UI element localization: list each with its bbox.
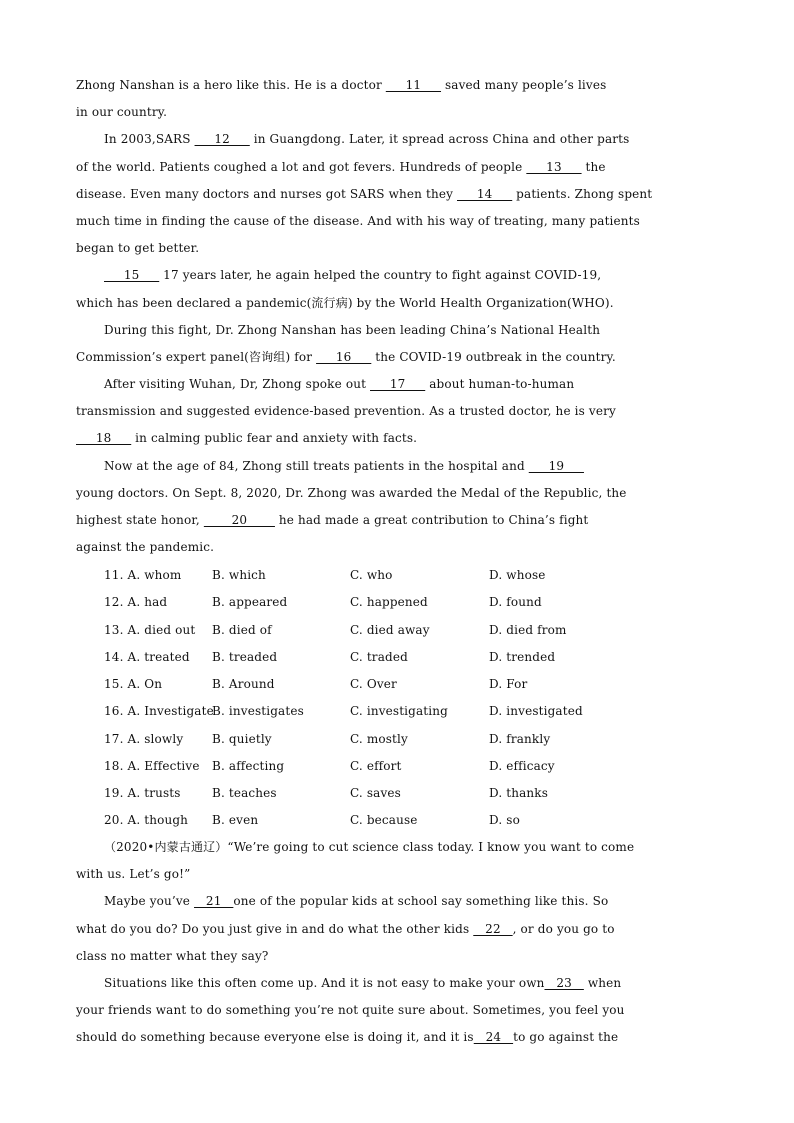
text-line — [76, 344, 716, 371]
text-line — [76, 398, 716, 425]
option-c: C. effort — [350, 758, 402, 773]
text-line — [76, 425, 716, 452]
text-line — [76, 507, 716, 534]
option-d: D. so — [489, 813, 520, 828]
answer-blank: 22 — [473, 921, 513, 936]
text-line — [76, 970, 716, 997]
text-line — [76, 916, 716, 943]
text-segment: he had made a great contribution to China’s fight — [274, 513, 589, 527]
option-c: C. mostly — [350, 731, 408, 746]
option-b: B. appeared — [212, 595, 288, 610]
text-line — [76, 480, 716, 507]
question-row — [104, 671, 724, 698]
text-line — [76, 371, 716, 398]
option-c: C. died away — [350, 622, 430, 637]
text-line — [76, 834, 716, 861]
option-a: 19. A. trusts — [104, 786, 181, 800]
option-c: C. because — [350, 813, 418, 828]
option-c: C. happened — [350, 595, 428, 610]
text-segment: the COVID-19 outbreak in the country. — [371, 349, 616, 364]
question-row — [104, 589, 724, 616]
answer-blank: 15 — [104, 268, 160, 283]
option-c: C. traded — [350, 649, 408, 664]
answer-blank: 12 — [194, 132, 250, 147]
answer-blank: 16 — [316, 349, 372, 364]
text-segment: Commission’s expert panel(咨询组) for — [76, 349, 317, 364]
text-segment: , or do you go to — [512, 921, 615, 936]
text-segment: in Guangdong. Later, it spread across China and other parts — [249, 132, 630, 147]
text-line — [76, 997, 716, 1024]
option-b: B. treaded — [212, 649, 278, 664]
text-line — [76, 99, 716, 126]
text-segment: Zhong Nanshan is a hero like this. He is a doctor — [76, 78, 386, 92]
option-b: B. Around — [212, 677, 275, 691]
answer-blank: 17 — [370, 377, 426, 392]
text-line — [76, 453, 716, 480]
text-segment: young doctors. On Sept. 8, 2020, Dr. Zhong was awarded the Medal of the Republic, the — [76, 485, 627, 500]
option-a: 13. A. died out — [104, 622, 196, 637]
text-line — [76, 208, 716, 235]
option-c: C. who — [350, 568, 393, 582]
answer-blank: 24 — [473, 1030, 514, 1045]
option-a: 18. A. Effective — [104, 758, 200, 773]
text-segment: in our country. — [76, 105, 168, 120]
text-line — [76, 235, 716, 262]
answer-blank: 18 — [76, 431, 132, 446]
option-d: D. frankly — [489, 731, 551, 746]
option-a: 14. A. treated — [104, 649, 190, 664]
text-line — [76, 534, 716, 561]
option-d: D. investigated — [489, 704, 583, 719]
option-c: C. investigating — [350, 704, 448, 719]
text-line — [76, 290, 716, 317]
text-line — [76, 126, 716, 153]
answer-blank: 21 — [194, 894, 234, 909]
text-segment: During this fight, Dr. Zhong Nanshan has been leading China’s National Health — [104, 322, 601, 337]
option-c: C. Over — [350, 677, 397, 691]
text-line — [76, 72, 716, 99]
option-c: C. saves — [350, 786, 401, 800]
question-row — [104, 698, 724, 725]
text-segment: In 2003,SARS — [104, 132, 195, 147]
option-d: D. trended — [489, 649, 556, 664]
option-d: D. thanks — [489, 786, 549, 800]
text-segment: highest state honor, — [76, 513, 204, 527]
text-line — [76, 1024, 716, 1051]
option-b: B. died of — [212, 622, 272, 637]
text-segment: 17 years later, he again helped the country to fight against COVID-19, — [159, 268, 602, 283]
text-segment: transmission and suggested evidence-based prevention. As a trusted doctor, he is very — [76, 404, 616, 419]
text-segment: of the world. Patients coughed a lot and got fevers. Hundreds of people — [76, 159, 527, 174]
answer-blank: 23 — [544, 975, 584, 990]
text-segment: After visiting Wuhan, Dr, Zhong spoke out — [104, 377, 371, 392]
passage-one — [76, 72, 716, 561]
text-segment: your friends want to do something you’re not quite sure about. Sometimes, you feel you — [76, 1003, 625, 1018]
option-a: 12. A. had — [104, 595, 168, 610]
option-a: 20. A. though — [104, 813, 189, 828]
passage-two — [76, 834, 716, 1052]
text-segment: should do something because everyone else is doing it, and it is — [76, 1030, 474, 1045]
answer-options — [104, 562, 724, 835]
question-row — [104, 807, 724, 834]
option-d: D. found — [489, 595, 542, 610]
text-segment: with us. Let’s go!” — [76, 867, 191, 882]
option-a: 15. A. On — [104, 677, 163, 691]
text-line — [76, 154, 716, 181]
question-row — [104, 726, 724, 753]
question-row — [104, 753, 724, 780]
option-b: B. which — [212, 568, 266, 582]
option-a: 17. A. slowly — [104, 731, 184, 746]
text-segment: （2020•内蒙古通辽）“We’re going to cut science class today. I know you want to come — [104, 840, 635, 854]
option-a: 11. A. whom — [104, 568, 182, 582]
text-segment: Now at the age of 84, Zhong still treats patients in the hospital and — [104, 458, 529, 473]
text-segment: one of the popular kids at school say something like this. So — [233, 894, 609, 909]
text-line — [76, 262, 716, 289]
option-d: D. efficacy — [489, 758, 555, 773]
text-segment: began to get better. — [76, 241, 200, 256]
option-b: B. quietly — [212, 731, 272, 746]
text-segment: against the pandemic. — [76, 540, 215, 555]
option-d: D. For — [489, 677, 528, 691]
answer-blank: 20 — [203, 513, 275, 527]
option-a: 16. A. Investigate — [104, 704, 214, 719]
text-segment: Maybe you’ve — [104, 894, 195, 909]
text-line — [76, 181, 716, 208]
answer-blank: 13 — [526, 159, 582, 174]
text-segment: to go against the — [513, 1030, 619, 1045]
text-segment: much time in finding the cause of the disease. And with his way of treating, many patients — [76, 213, 640, 228]
text-line — [76, 943, 716, 970]
option-d: D. whose — [489, 568, 546, 582]
text-segment: saved many people’s lives — [441, 78, 607, 92]
option-b: B. even — [212, 813, 259, 828]
question-row — [104, 562, 724, 589]
text-segment: about human-to-human — [425, 377, 575, 392]
question-row — [104, 780, 724, 807]
text-segment: when — [583, 975, 622, 990]
answer-blank: 19 — [528, 458, 584, 473]
answer-blank: 11 — [385, 78, 442, 92]
text-segment: patients. Zhong spent — [512, 186, 653, 201]
option-b: B. teaches — [212, 786, 277, 800]
text-segment: what do you do? Do you just give in and do what the other kids — [76, 921, 474, 936]
option-b: B. investigates — [212, 704, 304, 719]
text-line — [76, 317, 716, 344]
option-d: D. died from — [489, 622, 567, 637]
text-segment: disease. Even many doctors and nurses got SARS when they — [76, 186, 457, 201]
question-row — [104, 644, 724, 671]
text-line — [76, 861, 716, 888]
text-segment: in calming public fear and anxiety with facts. — [131, 431, 418, 446]
text-segment: Situations like this often come up. And it is not easy to make your own — [104, 975, 545, 990]
option-b: B. affecting — [212, 758, 285, 773]
text-segment: which has been declared a pandemic(流行病) by the World Health Organization(WHO). — [76, 295, 614, 310]
question-row — [104, 617, 724, 644]
text-line — [76, 888, 716, 915]
answer-blank: 14 — [457, 186, 513, 201]
text-segment: the — [581, 159, 606, 174]
text-segment: class no matter what they say? — [76, 948, 269, 963]
